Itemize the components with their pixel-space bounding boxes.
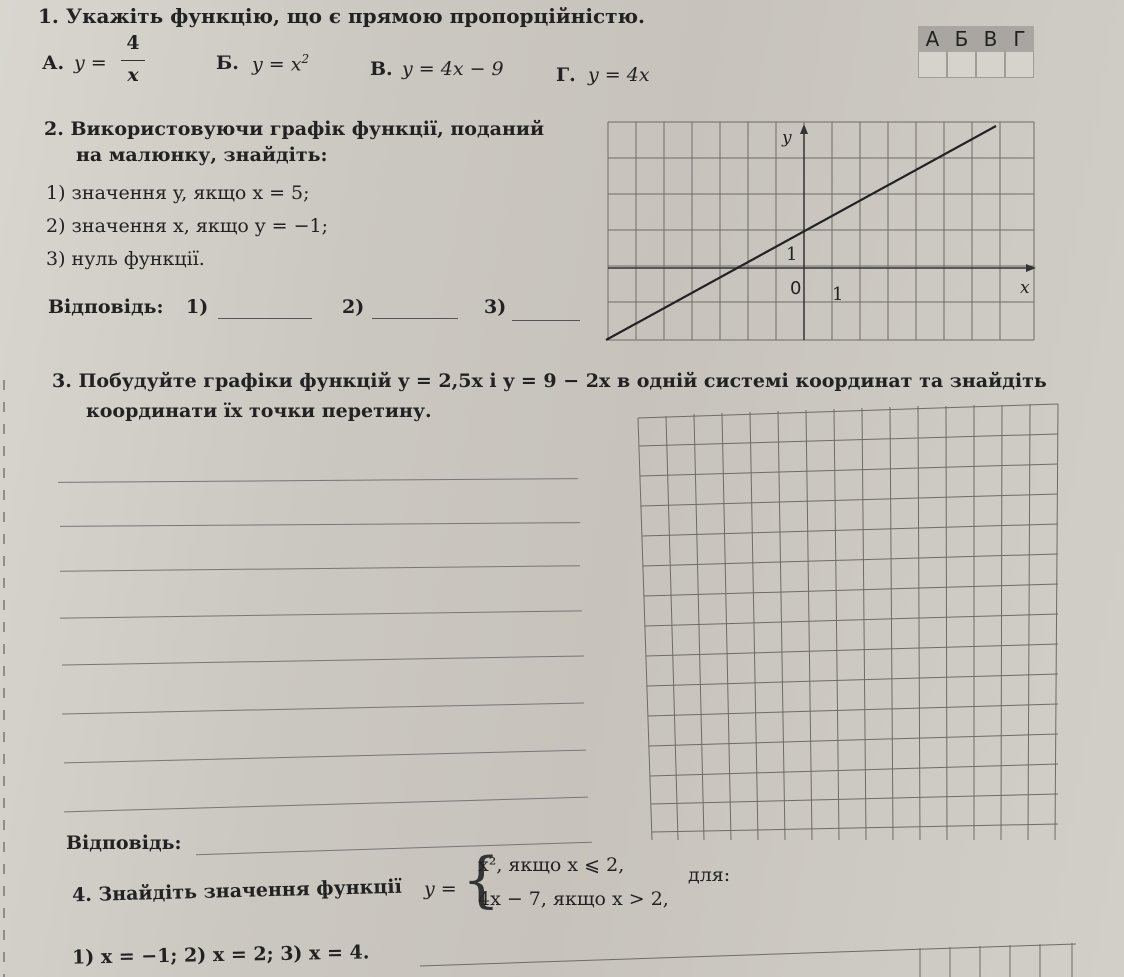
answer-cell-b[interactable]: [947, 52, 976, 78]
task4-suffix: для:: [688, 864, 731, 886]
y-axis-arrow: [800, 124, 808, 134]
task4-func-lhs: y =: [424, 878, 457, 900]
task3-writing-line[interactable]: [62, 703, 584, 715]
task2-title-1: 2. Використовуючи графік функції, поданий: [44, 118, 545, 140]
task3-writing-line[interactable]: [58, 478, 578, 483]
graph-x-label: x: [1020, 278, 1030, 298]
answer-box-c: В: [983, 27, 998, 51]
task2-answer-3-blank[interactable]: [512, 298, 580, 321]
option-d-expr: y = 4x: [588, 64, 650, 86]
graph-origin-label: 0: [790, 278, 802, 299]
task1-title: 1. Укажіть функцію, що є прямою пропорційністю.: [38, 4, 646, 28]
task3-writing-line[interactable]: [60, 610, 582, 618]
task3-writing-line[interactable]: [60, 565, 580, 571]
answer-cell-a[interactable]: [918, 52, 947, 78]
task2-graph: [604, 118, 1038, 344]
task3-title-1: 3. Побудуйте графіки функцій y = 2,5x і y = 9 − 2x в одній системі координат та знайдіть: [52, 370, 1047, 392]
answer-box-b: Б: [954, 27, 969, 51]
task3-title-2: координати їх точки перетину.: [86, 400, 432, 422]
option-a-letter: А.: [42, 52, 65, 74]
graph-tick-x: 1: [832, 284, 844, 305]
answer-box-d: Г: [1013, 27, 1026, 51]
task3-writing-line[interactable]: [64, 750, 586, 764]
fraction-bar: [121, 60, 145, 61]
task2-answer-1-label: 1): [186, 296, 209, 318]
answer-box-a: А: [925, 27, 940, 51]
task4-title: 4. Знайдіть значення функції: [71, 875, 403, 907]
option-a-denominator: x: [127, 64, 139, 86]
option-b-letter: Б.: [216, 52, 239, 74]
task2-answer-2-label: 2): [342, 296, 365, 318]
task2-answer-label: Відповідь:: [48, 296, 164, 318]
task3-grid[interactable]: [634, 400, 1080, 842]
task2-item-3: 3) нуль функції.: [46, 248, 205, 270]
graph-y-label: y: [782, 128, 792, 148]
task2-answer-1-blank[interactable]: [218, 296, 312, 319]
option-b-expr: $y = x^2$: [252, 52, 310, 76]
answer-box: [918, 26, 1034, 80]
option-a-lhs: y =: [74, 52, 107, 74]
task3-writing-line[interactable]: [62, 655, 584, 665]
task2-answer-2-blank[interactable]: [372, 296, 458, 319]
option-a-numerator: 4: [126, 32, 140, 54]
answer-cell-c[interactable]: [976, 52, 1005, 78]
graph-tick-y: 1: [786, 244, 798, 265]
task4-answer-cells[interactable]: [420, 938, 1080, 977]
task4-case-1: x², якщо x ⩽ 2,: [478, 854, 625, 876]
task4-values: 1) x = −1; 2) x = 2; 3) x = 4.: [71, 941, 370, 969]
option-c-expr: y = 4x − 9: [402, 58, 504, 80]
task2-item-1: 1) значення y, якщо x = 5;: [46, 182, 310, 204]
task3-answer-label: Відповідь:: [66, 832, 182, 854]
task2-title-2: на малюнку, знайдіть:: [76, 144, 328, 166]
task4-case-2: 4x − 7, якщо x > 2,: [478, 888, 669, 910]
task3-writing-line[interactable]: [60, 522, 580, 527]
option-c-letter: В.: [370, 58, 393, 80]
task2-answer-3-label: 3): [484, 296, 507, 318]
task4-brace: {: [462, 845, 501, 915]
option-d-letter: Г.: [556, 64, 576, 86]
margin-edge: [0, 0, 10, 977]
task3-writing-line[interactable]: [64, 797, 588, 813]
answer-cell-d[interactable]: [1005, 52, 1034, 78]
task2-item-2: 2) значення x, якщо y = −1;: [46, 215, 328, 237]
